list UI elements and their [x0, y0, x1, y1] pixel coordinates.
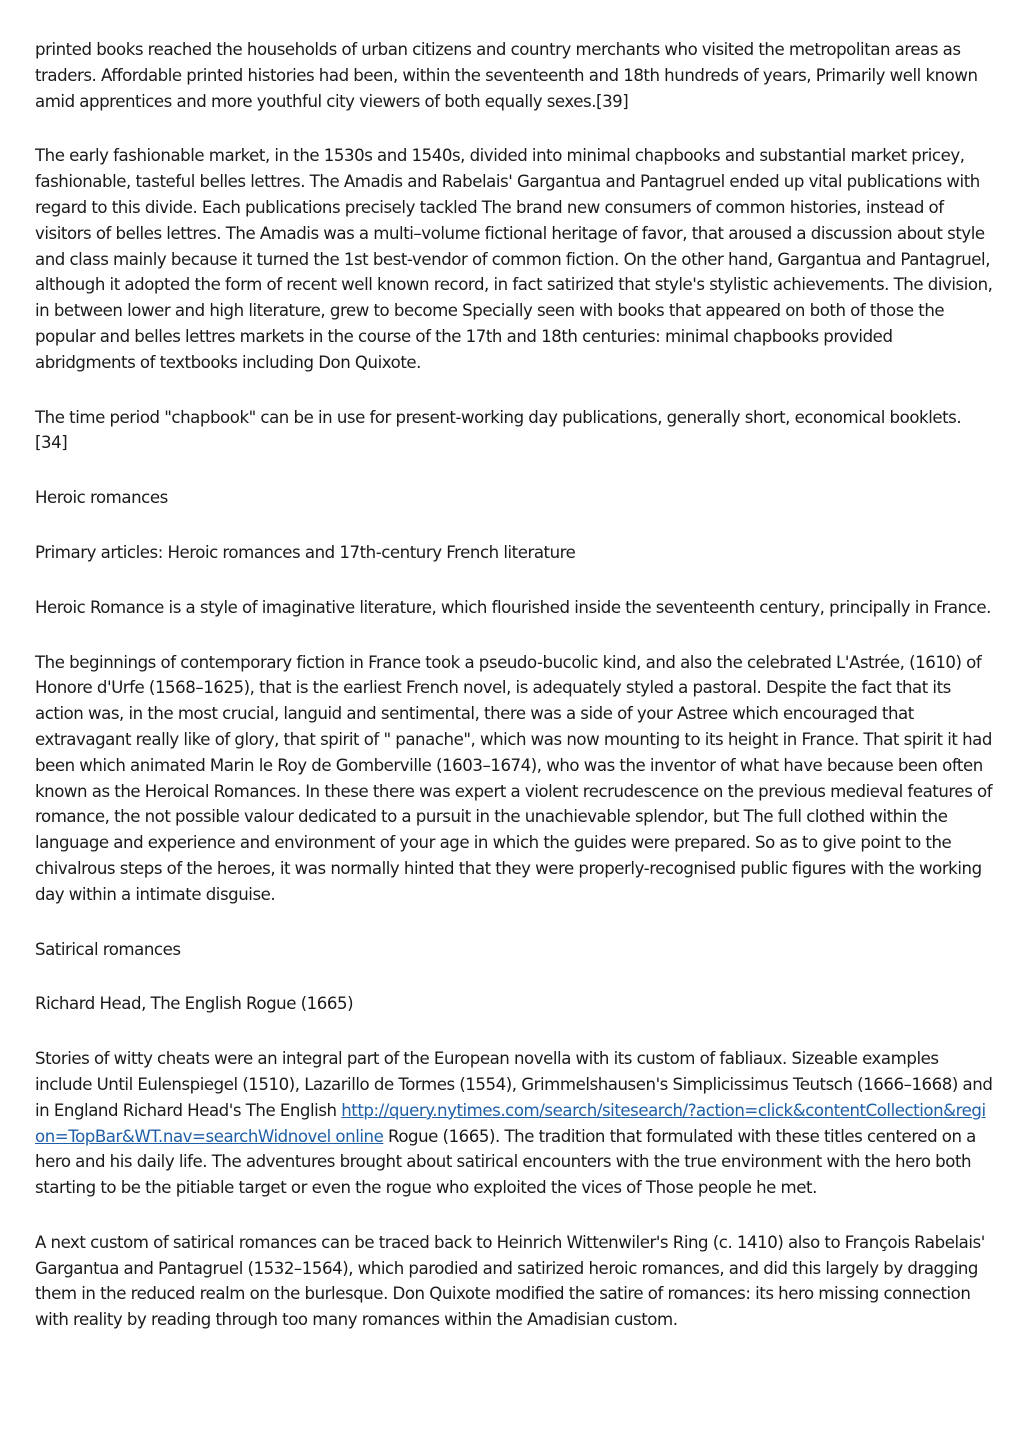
witty-cheats-text-start: Stories of witty cheats were an integral part of the European novella with its custom of fabliaux. Sizeable examples include Until Eulenspiegel (1510), Lazarillo de Tormes (1554), Grimmelshausen's Simplicissimus Teutsch (1666–1668) and in England Richard Head's The English: [35, 1049, 993, 1120]
paragraph-english-rogue-caption: Richard Head, The English Rogue (1665): [35, 994, 354, 1014]
section-heading-satirical-romances: Satirical romances: [35, 939, 181, 959]
nytimes-search-link[interactable]: http://query.nytimes.com/search/sitesearch/?action=click&contentCollection&region=TopBar&WT.nav=searchWidnovel online: [35, 1100, 986, 1146]
paragraph-printed-books: printed books reached the households of urban citizens and country merchants who visited the metropolitan areas as traders. Affordable printed histories had been, within the seventeenth and 18th hundreds of years, Primarily well known amid apprentices and more youthful city viewers of both equally sexes.[39]: [35, 40, 978, 111]
paragraph-french-fiction-beginnings: The beginnings of contemporary fiction in France took a pseudo-bucolic kind, and also the celebrated L'Astrée, (1610) of Honore d'Urfe (1568–1625), that is the earliest French novel, is adequately styled a pastoral. Despite the fact that its action was, in the most crucial, languid and sentimental, there was a side of your Astree which encouraged that extravagant really like of glory, that spirit of " panache", which was now mounting to its height in France. That spirit it had been which animated Marin le Roy de Gomberville (1603–1674), who was the inventor of what have because been often known as the Heroical Romances. In these there was expert a violent recrudescence on the previous medieval features of romance, the not possible valour dedicated to a pursuit in the unachievable splendor, but The full clothed within the language and experience and environment of your age in which the guides were prepared. So as to give point to the chivalrous steps of the heroes, it was normally hinted that they were properly-recognised public figures with the working day within a intimate disguise.: [35, 652, 993, 904]
witty-cheats-text-end: Rogue (1665). The tradition that formulated with these titles centered on a hero and his daily life. The adventures brought about satirical encounters with the true environment with the hero both starting to be the pitiable target or even the rogue who exploited the vices of Those people he met.: [35, 1126, 976, 1198]
paragraph-primary-articles: Primary articles: Heroic romances and 17th-century French literature: [35, 542, 576, 562]
paragraph-witty-cheats: [35, 1046, 993, 1201]
paragraph-chapbook-term: The time period "chapbook" can be in use for present-working day publications, generally short, economical booklets.[34]: [35, 407, 962, 453]
paragraph-satirical-custom: A next custom of satirical romances can be traced back to Heinrich Wittenwiler's Ring (c. 1410) also to François Rabelais' Gargantua and Pantagruel (1532–1564), which parodied and satirized heroic romances, and did this largely by dragging them in the reduced realm on the burlesque. Don Quixote modified the satire of romances: its hero missing connection with reality by reading through too many romances within the Amadisian custom.: [35, 1232, 985, 1330]
section-heading-heroic-romances: Heroic romances: [35, 488, 168, 508]
paragraph-early-market: The early fashionable market, in the 1530s and 1540s, divided into minimal chapbooks and substantial market pricey, fashionable, tasteful belles lettres. The Amadis and Rabelais' Gargantua and Pantagruel ended up vital publications with regard to this divide. Each publications precisely tackled The brand new consumers of common histories, instead of visitors of belles lettres. The Amadis was a multi–volume fictional heritage of favor, that aroused a discussion about style and class mainly because it turned the 1st best-vendor of common fiction. On the other hand, Gargantua and Pantagruel, although it adopted the form of recent well known record, in fact satirized that style's stylistic achievements. The division, in between lower and high literature, grew to become Specially seen with books that appeared on both of those the popular and belles lettres markets in the course of the 17th and 18th centuries: minimal chapbooks provided abridgments of textbooks including Don Quixote.: [35, 146, 993, 372]
document-body: [35, 37, 993, 1362]
paragraph-heroic-romance-definition: Heroic Romance is a style of imaginative literature, which flourished inside the seventeenth century, principally in France.: [35, 597, 991, 617]
